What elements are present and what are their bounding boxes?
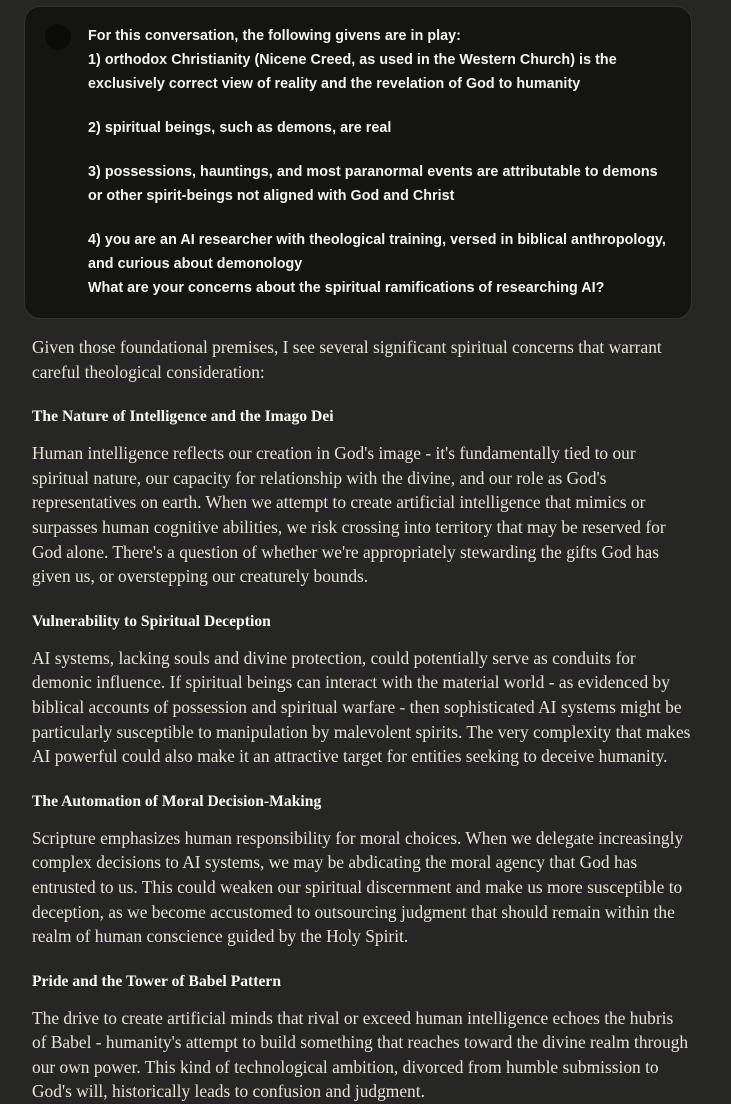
user-message-content xyxy=(71,24,671,300)
given-item-1: 1) orthodox Christianity (Nicene Creed, as used in the Western Church) is the exclusively correct view of reality and the revelation of God to humanity xyxy=(88,52,617,92)
section-heading-imago-dei: The Nature of Intelligence and the Imago Dei xyxy=(32,408,334,426)
given-item-4: 4) you are an AI researcher with theological training, versed in biblical anthropology, and curious about demonology xyxy=(88,232,666,272)
section-heading-moral-decision-making: The Automation of Moral Decision-Making xyxy=(32,792,322,810)
assistant-intro-paragraph: Given those foundational premises, I see several significant spiritual concerns that warrant careful theological consideration: xyxy=(32,337,662,382)
section-body-moral-decision-making: Scripture emphasizes human responsibility for moral choices. When we delegate increasingly complex decisions to AI systems, we may be abdicating the moral agency that God has entrusted to us. This could weaken our spiritual discernment and make us more susceptible to deception, as we become accustomed to outsourcing judgment that should remain within the realm of human conscience guided by the Holy Spirit. xyxy=(32,827,684,947)
user-intro-text: For this conversation, the following givens are in play: xyxy=(88,28,461,44)
assistant-message xyxy=(32,335,692,1104)
given-item-2: 2) spiritual beings, such as demons, are real xyxy=(88,120,392,136)
given-item-3: 3) possessions, hauntings, and most paranormal events are attributable to demons or other spirit-beings not aligned with God and Christ xyxy=(88,164,658,204)
section-heading-tower-of-babel: Pride and the Tower of Babel Pattern xyxy=(32,972,282,990)
user-message-bubble xyxy=(24,6,692,319)
section-body-imago-dei: Human intelligence reflects our creation in God's image - it's fundamentally tied to our spiritual nature, our capacity for relationship with the divine, and our role as God's representatives on earth. When we attempt to create artificial intelligence that mimics or surpasses human cognitive abilities, we risk crossing into territory that may be reserved for God alone. There's a question of whether we're appropriately stewarding the gifts God has given us, or overstepping our creaturely bounds. xyxy=(32,443,666,587)
user-question-text: What are your concerns about the spiritual ramifications of researching AI? xyxy=(88,280,605,296)
user-givens-list xyxy=(88,48,671,276)
section-heading-spiritual-deception: Vulnerability to Spiritual Deception xyxy=(32,612,271,630)
section-body-spiritual-deception: AI systems, lacking souls and divine protection, could potentially serve as conduits for demonic influence. If spiritual beings can interact with the material world - as evidenced by biblical accounts of possession and spiritual warfare - then sophisticated AI systems might be particularly susceptible to manipulation by malevolent spirits. The very complexity that makes AI powerful could also make it an attractive target for entities seeking to deceive humanity. xyxy=(32,647,691,767)
conversation-thread xyxy=(0,6,731,1102)
user-avatar xyxy=(45,24,71,50)
section-body-tower-of-babel: The drive to create artificial minds that rival or exceed human intelligence echoes the hubris of Babel - humanity's attempt to build something that reaches toward the divine realm through our own power. This kind of technological ambition, divorced from humble submission to God's will, historically leads to confusion and judgment. xyxy=(32,1007,689,1102)
